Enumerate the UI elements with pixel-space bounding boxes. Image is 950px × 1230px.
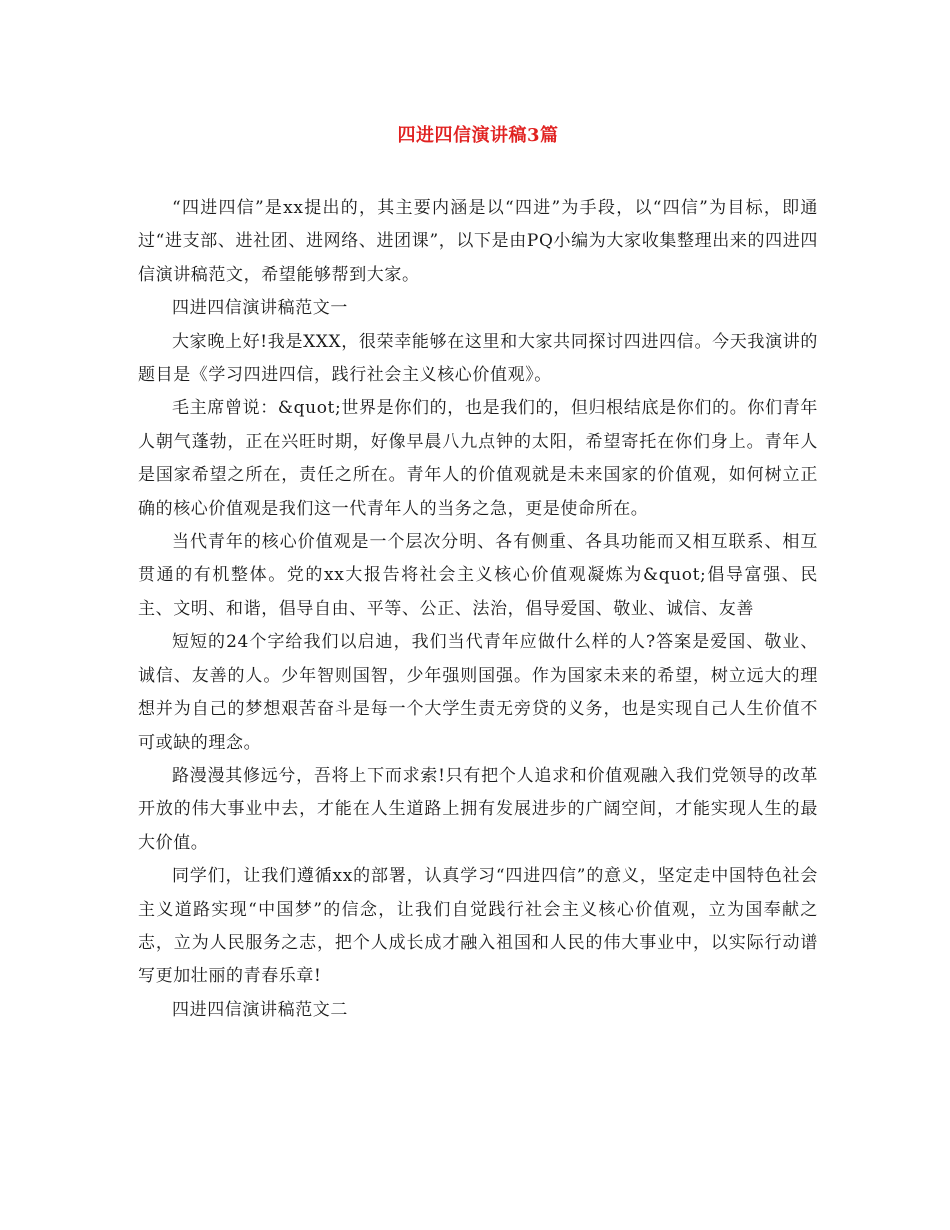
body-paragraph: 大家晚上好!我是XXX，很荣幸能够在这里和大家共同探讨四进四信。今天我演讲的题目是《学习四进四信，践行社会主义核心价值观》。 [138, 331, 818, 386]
section-heading-one: 四进四信演讲稿范文一 [172, 298, 348, 319]
intro-paragraph: “四进四信”是xx提出的，其主要内涵是以“四进”为手段，以“四信”为目标，即通过“进支部、进社团、进网络、进团课”，以下是由PQ小编为大家收集整理出来的四进四信演讲稿范文，希望能够帮到大家。 [138, 198, 818, 285]
body-paragraph: 短短的24个字给我们以启迪，我们当代青年应做什么样的人?答案是爱国、敬业、诚信、友善的人。少年智则国智，少年强则国强。作为国家未来的希望，树立远大的理想并为自己的梦想艰苦奋斗是每一个大学生责无旁贷的义务，也是实现自己人生价值不可或缺的理念。 [138, 632, 818, 753]
body-paragraph: 当代青年的核心价值观是一个层次分明、各有侧重、各具功能而又相互联系、相互贯通的有机整体。党的xx大报告将社会主义核心价值观凝炼为&quot;倡导富强、民主、文明、和谐，倡导自由、平等、公正、法治，倡导爱国、敬业、诚信、友善 [138, 532, 818, 619]
section-heading-two: 四进四信演讲稿范文二 [172, 999, 348, 1020]
document-page [138, 118, 818, 1027]
body-paragraph: 路漫漫其修远兮，吾将上下而求索!只有把个人追求和价值观融入我们党领导的改革开放的伟大事业中去，才能在人生道路上拥有发展进步的广阔空间，才能实现人生的最大价值。 [138, 765, 818, 853]
body-paragraph: 同学们，让我们遵循xx的部署，认真学习“四进四信”的意义，坚定走中国特色社会主义道路实现“中国梦”的信念，让我们自觉践行社会主义核心价值观，立为国奉献之志，立为人民服务之志，把个人成长成才融入祖国和人民的伟大事业中，以实际行动谱写更加壮丽的青春乐章! [138, 866, 818, 987]
body-paragraph: 毛主席曾说：&quot;世界是你们的，也是我们的，但归根结底是你们的。你们青年人朝气蓬勃，正在兴旺时期，好像早晨八九点钟的太阳，希望寄托在你们身上。青年人是国家希望之所在，责任之所在。青年人的价值观就是未来国家的价值观，如何树立正确的核心价值观是我们这一代青年人的当务之急，更是使命所在。 [138, 398, 818, 519]
document-title: 四进四信演讲稿3篇 [397, 125, 559, 146]
